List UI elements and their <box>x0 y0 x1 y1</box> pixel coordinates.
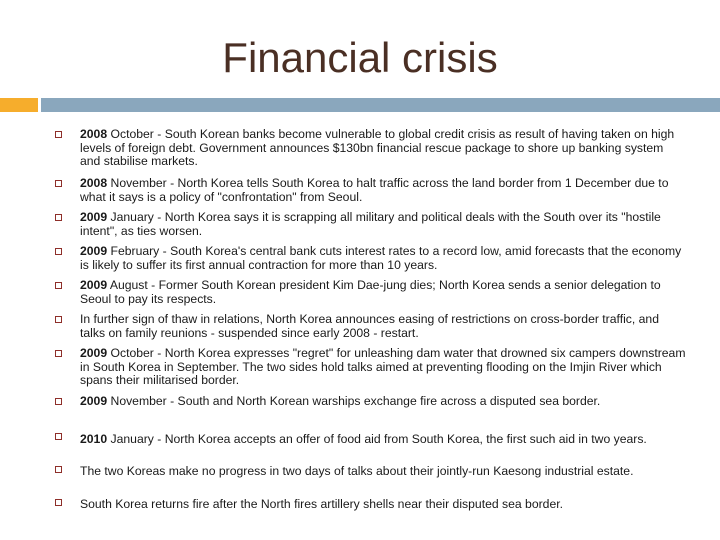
square-bullet-icon <box>55 180 62 187</box>
list-item-text <box>80 347 686 388</box>
item-date: 2009 <box>80 346 108 360</box>
slide-title: Financial crisis <box>222 34 498 81</box>
square-bullet-icon <box>55 282 62 289</box>
item-text: In further sign of thaw in relations, North Korea announces easing of restrictions on cross-border traffic, and talks on family reunions - suspended since early 2008 - restart. <box>80 312 659 340</box>
item-date: 2009 <box>80 244 108 258</box>
square-bullet-icon <box>55 214 62 221</box>
list-item-text <box>80 431 686 447</box>
square-bullet-icon <box>55 248 62 255</box>
square-bullet-icon <box>55 316 62 323</box>
list-item-text <box>80 395 686 409</box>
list-item-text <box>80 313 686 340</box>
item-text: August - Former South Korean president Kim Dae-jung dies; North Korea sends a senior delegation to Seoul to pay its respects. <box>80 278 661 306</box>
square-bullet-icon <box>55 433 62 440</box>
item-date: 2010 <box>80 432 108 446</box>
item-text: January - North Korea accepts an offer of food aid from South Korea, the first such aid in two years. <box>107 432 647 446</box>
item-text: October - North Korea expresses "regret" for unleashing dam water that drowned six campers downstream in South Korea in September. The two sides hold talks aimed at preventing flooding on the Imjin River which spans their militarised border. <box>80 346 686 387</box>
item-text: February - South Korea's central bank cuts interest rates to a record low, amid forecasts that the economy is likely to suffer its first annual contraction for more than 10 years. <box>80 244 682 272</box>
square-bullet-icon <box>55 131 62 138</box>
list-item-text <box>80 128 686 169</box>
square-bullet-icon <box>55 466 62 473</box>
list-item-text <box>80 496 686 512</box>
square-bullet-icon <box>55 398 62 405</box>
list-item-text <box>80 211 686 238</box>
item-date: 2008 <box>80 176 108 190</box>
square-bullet-icon <box>55 499 62 506</box>
item-text: October - South Korean banks become vulnerable to global credit crisis as result of having taken on high levels of foreign debt. Government announces $130bn financial rescue package to shore up banking system and stabilise markets. <box>80 127 675 168</box>
item-text: January - North Korea says it is scrapping all military and political deals with the South over its "hostile intent", as ties worsen. <box>80 210 661 238</box>
item-date: 2009 <box>80 394 108 408</box>
item-date: 2008 <box>80 127 108 141</box>
item-date: 2009 <box>80 210 108 224</box>
item-text: November - North Korea tells South Korea to halt traffic across the land border from 1 December due to what it says is a policy of "confrontation" from Seoul. <box>80 176 669 204</box>
list-item-text <box>80 279 686 306</box>
list-item-text <box>80 177 686 204</box>
item-date: 2009 <box>80 278 108 292</box>
list-item-text <box>80 245 686 272</box>
square-bullet-icon <box>55 350 62 357</box>
item-text: November - South and North Korean warships exchange fire across a disputed sea border. <box>107 394 601 408</box>
list-item-text <box>80 463 686 479</box>
item-text: South Korea returns fire after the North fires artillery shells near their disputed sea border. <box>80 497 564 511</box>
item-text: The two Koreas make no progress in two days of talks about their jointly-run Kaesong industrial estate. <box>80 464 634 478</box>
